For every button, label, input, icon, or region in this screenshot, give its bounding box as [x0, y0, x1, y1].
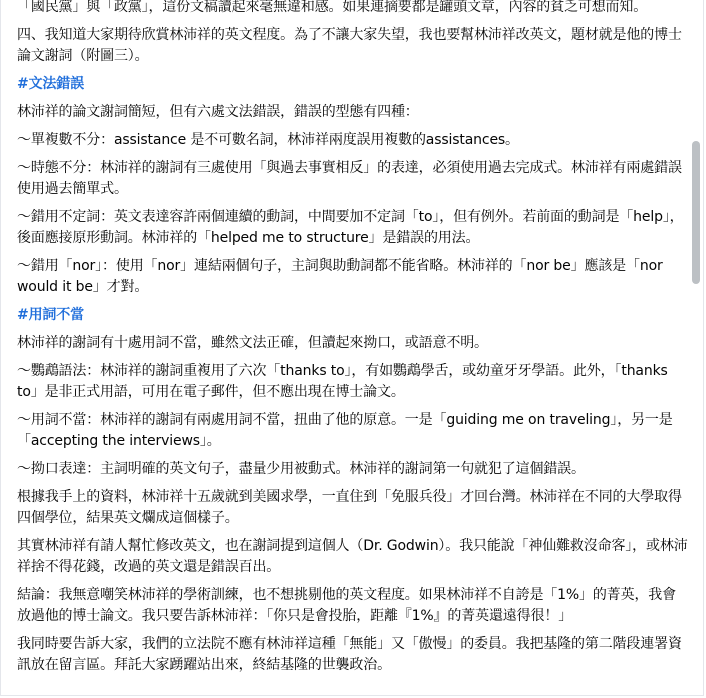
post-paragraph: ～單複數不分：assistance 是不可數名詞，林沛祥兩度誤用複數的assistances。 [17, 132, 519, 148]
post-paragraph: ～錯用不定詞：英文表達容許兩個連續的動詞，中間要加不定詞「to」，但有例外。若前面的動詞是「help」，後面應接原形動詞。林沛祥的「helped me to structure」是錯誤的用法。 [17, 209, 684, 246]
post-paragraph: 其實林沛祥有請人幫忙修改英文，也在謝詞提到這個人（Dr. Godwin）。我只能說「神仙難救沒命客」，或林沛祥捨不得花錢，改過的英文還是錯誤百出。 [17, 538, 688, 575]
post-paragraph: 結論：我無意嘲笑林沛祥的學術訓練，也不想挑剔他的英文程度。如果林沛祥不自誇是「1%」的菁英，我會放過他的博士論文。我只要告訴林沛祥：「你只是會投胎，距離『1%』的菁英還遠得很！」 [17, 587, 677, 624]
post-paragraph: 我同時要告訴大家，我們的立法院不應有林沛祥這種「無能」又「傲慢」的委員。我把基隆的第二階段連署資訊放在留言區。拜託大家踴躍站出來，終結基隆的世襲政治。 [17, 636, 682, 673]
post-paragraph: ～錯用「nor」：使用「nor」連結兩個句子，主詞與助動詞都不能省略。林沛祥的「nor be」應該是「nor would it be」才對。 [17, 258, 663, 295]
scrollbar-thumb[interactable] [692, 141, 700, 284]
post-paragraph: ～鸚鵡語法：林沛祥的謝詞重複用了六次「thanks to」，有如鸚鵡學舌，或幼童牙牙學語。此外，「thanks to」是非正式用語，可用在電子郵件，但不應出現在博士論文。 [17, 363, 668, 400]
vertical-scrollbar[interactable] [692, 0, 700, 698]
post-paragraph: 林沛祥的謝詞有十處用詞不當，雖然文法正確，但讀起來拗口，或語意不明。 [17, 335, 488, 351]
hashtag-grammar-errors-link[interactable]: #文法錯誤 [17, 76, 84, 92]
post-paragraph: ～用詞不當：林沛祥的謝詞有兩處用詞不當，扭曲了他的原意。一是「guiding me on traveling」，另一是「accepting the interviews」。 [17, 412, 673, 449]
post-paragraph: 根據我手上的資料，林沛祥十五歲就到美國求學，一直住到「免服兵役」才回台灣。林沛祥在不同的大學取得四個學位，結果英文爛成這個樣子。 [17, 489, 682, 526]
post-paragraph: ～拗口表達：主詞明確的英文句子，盡量少用被動式。林沛祥的謝詞第一句就犯了這個錯誤。 [17, 461, 585, 477]
hashtag-wording-link[interactable]: #用詞不當 [17, 307, 84, 323]
post-paragraph: ～時態不分：林沛祥的謝詞有三處使用「與過去事實相反」的表達，必須使用過去完成式。林沛祥有兩處錯誤使用過去簡單式。 [17, 160, 682, 197]
post-paragraph: 林沛祥的論文謝詞簡短，但有六處文法錯誤，錯誤的型態有四種： [17, 104, 419, 120]
post-paragraph: 四、我知道大家期待欣賞林沛祥的英文程度。為了不讓大家失望，我也要幫林沛祥改英文，題材就是他的博士論文謝詞（附圖三）。 [17, 27, 682, 64]
post-body [17, 0, 689, 683]
post-paragraph: 「國民黨」與「政黨」，這份文稿讀起來毫無違和感。如果連摘要都是罐頭文章，內容的貧乏可想而知。 [17, 0, 648, 15]
